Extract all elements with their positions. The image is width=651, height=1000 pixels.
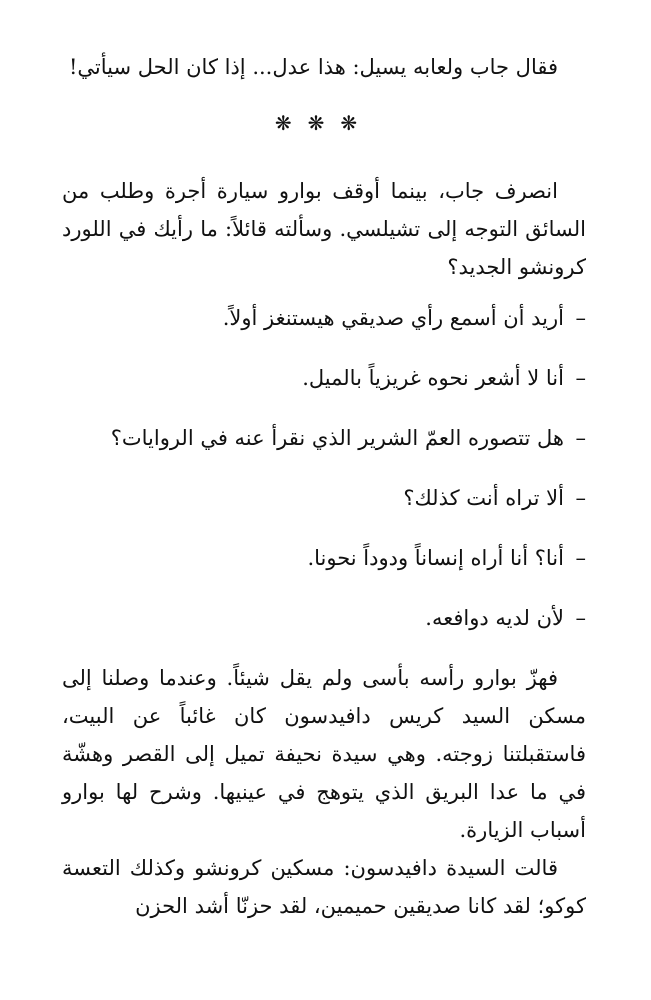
separator-star: ❋: [274, 111, 308, 135]
dialogue-line: [62, 299, 586, 337]
dialogue-line: [62, 419, 586, 457]
book-page: [62, 48, 586, 925]
dialogue-text: هل تتصوره العمّ الشرير الذي نقرأ عنه في الروايات؟: [110, 426, 564, 450]
dialogue-line: [62, 359, 586, 397]
dialogue-dash: –: [575, 546, 586, 570]
dialogue-dash: –: [575, 606, 586, 630]
paragraph-japp-reply: فقال جاب ولعابه يسيل: هذا عدل... إذا كان الحل سيأتي!: [68, 55, 558, 79]
paragraph-mrs-davidson: قالت السيدة دافيدسون: مسكين كرونشو وكذلك التعسة كوكو؛ لقد كانا صديقين حميمين، لقد حزنّا أشد الحزن: [62, 856, 586, 918]
paragraph-taxi: انصرف جاب، بينما أوقف بوارو سيارة أجرة وطلب من السائق التوجه إلى تشيلسي. وسألته قائلاً: ما رأيك في اللورد كرونشو الجديد؟: [62, 179, 586, 279]
dialogue-dash: –: [575, 486, 586, 510]
dialogue-line: [62, 599, 586, 637]
dialogue-list: [62, 299, 586, 637]
dialogue-dash: –: [575, 366, 586, 390]
dialogue-text: لأن لديه دوافعه.: [425, 606, 564, 630]
dialogue-text: أنا؟ أنا أراه إنساناً ودوداً نحونا.: [307, 546, 564, 570]
dialogue-text: أنا لا أشعر نحوه غريزياً بالميل.: [302, 366, 564, 390]
dialogue-dash: –: [575, 306, 586, 330]
section-separator: [62, 104, 586, 142]
dialogue-line: [62, 539, 586, 577]
paragraph-davidson-visit: فهزّ بوارو رأسه بأسى ولم يقل شيئاً. وعندما وصلنا إلى مسكن السيد كريس دافيدسون كان غائباً عن البيت، فاستقبلتنا زوجته. وهي سيدة نحيفة تميل إلى القصر وهشّة في ما عدا البريق الذي يتوهج في عينيها. وشرح لها بوارو أسباب الزيارة.: [62, 666, 586, 842]
separator-star: ❋: [307, 111, 341, 135]
dialogue-text: ألا تراه أنت كذلك؟: [403, 486, 564, 510]
separator-star: ❋: [340, 111, 374, 135]
dialogue-line: [62, 479, 586, 517]
dialogue-dash: –: [575, 426, 586, 450]
dialogue-text: أريد أن أسمع رأي صديقي هيستنغز أولاً.: [222, 306, 564, 330]
